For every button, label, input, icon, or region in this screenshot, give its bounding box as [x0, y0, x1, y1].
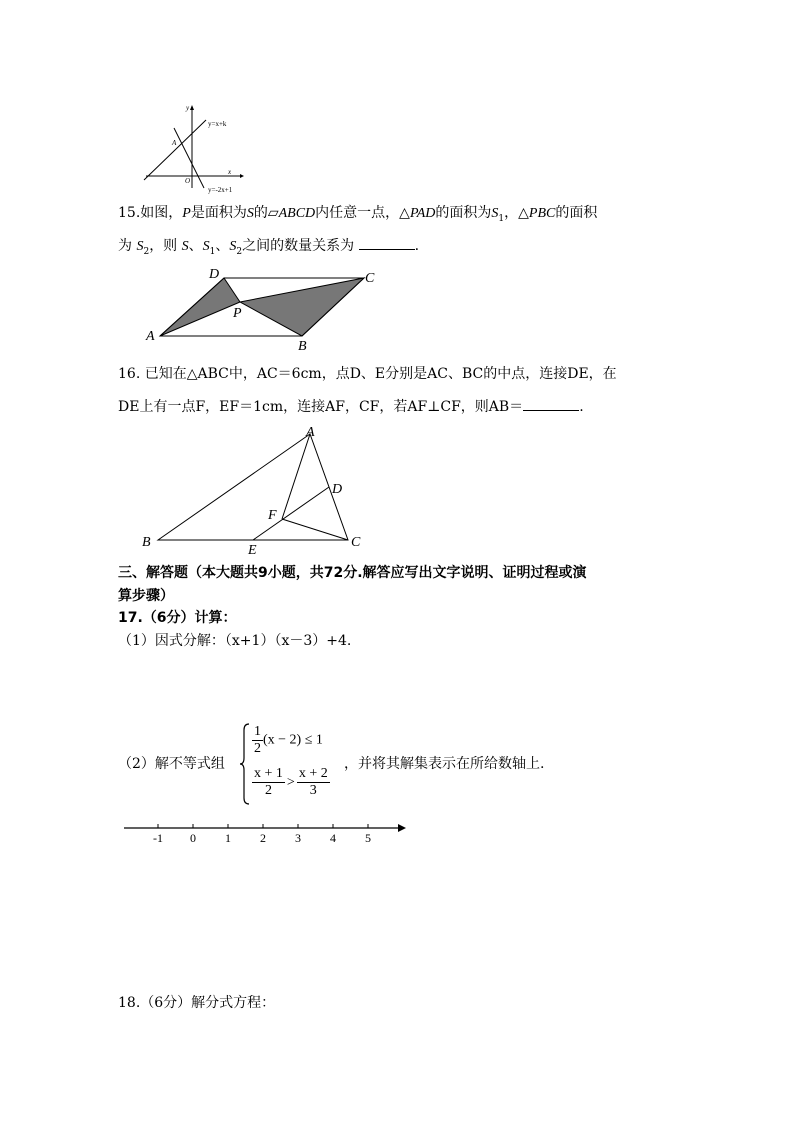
system-brace [240, 722, 250, 806]
number-line-tick-label: 5 [365, 831, 371, 845]
section3-heading-line2: 算步骤） [118, 588, 174, 604]
point-f-label: F [268, 508, 277, 523]
vertex-b-label: B [298, 339, 307, 350]
y-axis-arrow [190, 105, 194, 110]
y-axis-label: y [186, 104, 190, 112]
vertex-c-label: C [351, 535, 361, 550]
number-line-tick-label: 2 [260, 831, 266, 845]
number-line-tick-label: 3 [295, 831, 301, 845]
number-line-tick-label: 4 [330, 831, 336, 845]
number-line-tick-label: 1 [225, 831, 231, 845]
segment-cf [282, 519, 348, 540]
inequality-2: $\frac{x + 1}{2}$ > $\frac{x + 2}{3}$ [254, 766, 328, 798]
parallelogram-figure [140, 264, 390, 350]
q17-part1: （1）因式分解：（x+1）（x－3）+4. [118, 633, 352, 649]
q15-line2: 为 $S_2$，则 S、$S_1$、$S_2$之间的数量关系为 . [118, 235, 419, 262]
origin-label: O [185, 177, 191, 185]
point-e-label: E [248, 543, 257, 556]
x-axis-arrow [240, 174, 244, 178]
section3-heading-line1: 三、解答题（本大题共9小题，共72分.解答应写出文字说明、证明过程或演 [118, 565, 587, 581]
segment-de [253, 487, 329, 540]
vertex-d-label: D [209, 267, 220, 282]
number-line-arrow [398, 824, 406, 832]
triangle-abc [158, 434, 348, 540]
q17-title: 17.（6分）计算： [118, 610, 237, 626]
coordinate-graph [140, 102, 250, 194]
segment-af [282, 434, 310, 519]
number-line-tick-label: -1 [153, 831, 163, 845]
triangle-pad [160, 278, 240, 336]
vertex-b-label: B [142, 535, 151, 550]
number-line-tick-label: 0 [190, 831, 196, 845]
point-d-label: D [332, 482, 343, 497]
point-a-label: A [172, 139, 177, 147]
triangle-pbc [240, 278, 364, 336]
inequality-1: $\frac{1}{2}$ (x − 2) ≤ 1 [254, 724, 323, 756]
q16-answer-blank[interactable] [523, 396, 579, 411]
vertex-a-label: A [146, 329, 155, 344]
q15-answer-blank[interactable] [359, 235, 415, 250]
triangle-figure [138, 422, 368, 556]
line1-label: y=x+k [208, 120, 227, 128]
point-p-label: P [233, 306, 242, 321]
line2-label: y=-2x+1 [208, 186, 233, 194]
x-axis-label: x [228, 168, 232, 176]
number-line[interactable] [120, 818, 410, 850]
vertex-a-label: A [306, 425, 315, 440]
q16-line1: 16. 已知在△ABC中，AC＝6cm，点D、E分别是AC、BC的中点，连接DE，在 [118, 366, 617, 382]
q15-line1: 15.如图，P是面积为S的▱ABCD内任意一点，△PAD的面积为$S_1$，△PBC的面积 [118, 205, 598, 224]
q16-line2: DE上有一点F，EF＝1cm，连接AF，CF，若AF⊥CF，则AB＝ . [118, 396, 584, 417]
q18-title: 18.（6分）解分式方程： [118, 995, 276, 1011]
vertex-c-label: C [365, 271, 375, 286]
